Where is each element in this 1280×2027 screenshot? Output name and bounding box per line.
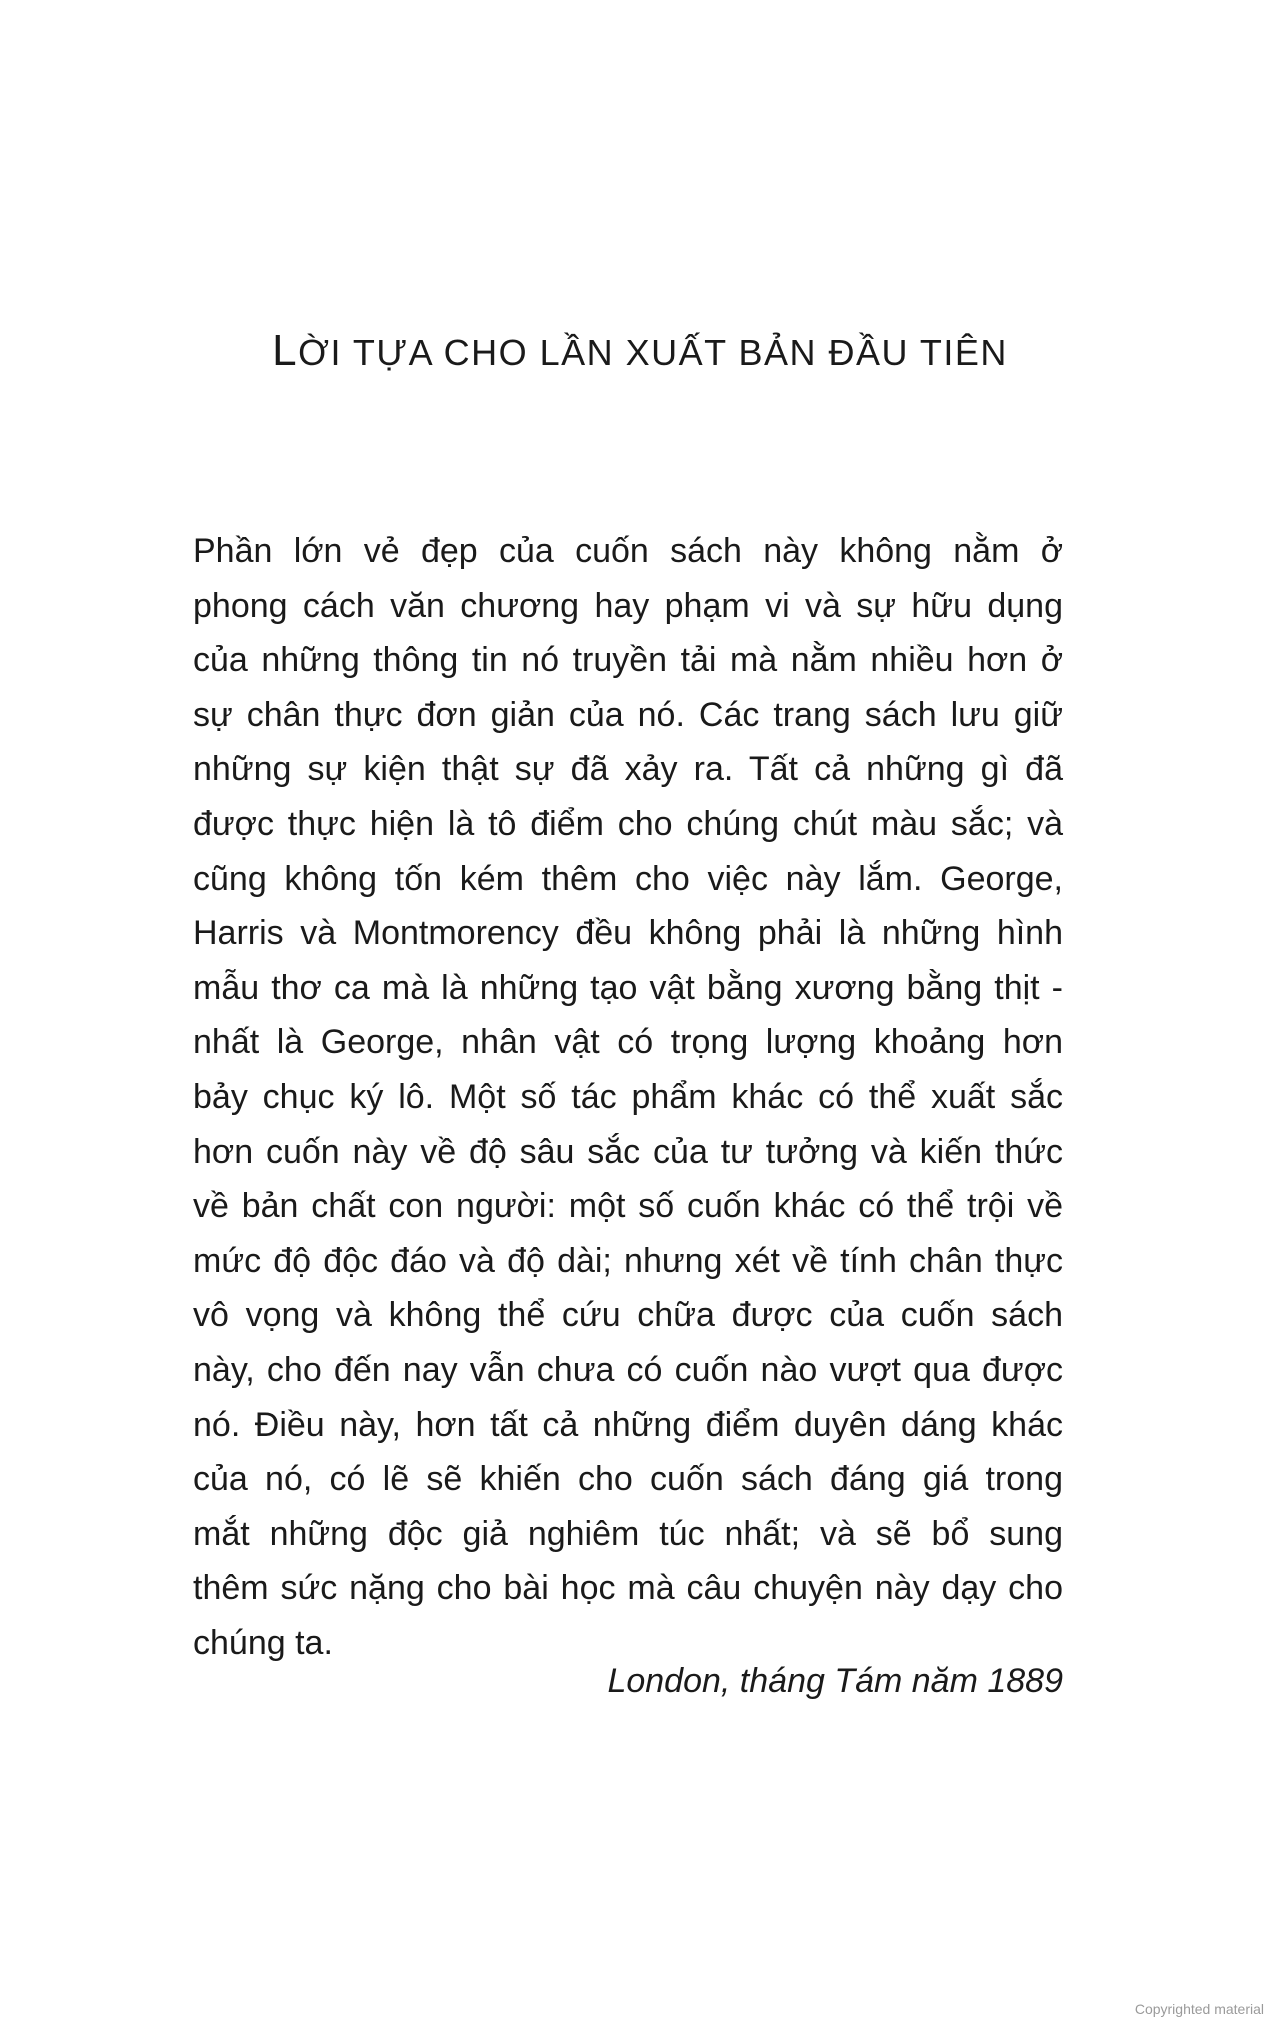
text-line: phong cách văn chương hay phạm vi và sự hữu dụng bbox=[193, 586, 1063, 625]
title-initial: L bbox=[272, 326, 299, 375]
place-date-signature: London, tháng Tám năm 1889 bbox=[607, 1662, 1063, 1700]
text-line: sự chân thực đơn giản của nó. Các trang sách lưu giữ bbox=[193, 695, 1063, 734]
text-line: nhất là George, nhân vật có trọng lượng khoảng hơn bbox=[193, 1023, 1063, 1062]
text-line: nó. Điều này, hơn tất cả những điểm duyên dáng khác bbox=[193, 1405, 1063, 1444]
text-line: này, cho đến nay vẫn chưa có cuốn nào vượt qua được bbox=[193, 1350, 1063, 1389]
text-line: hơn cuốn này về độ sâu sắc của tư tưởng và kiến thức bbox=[193, 1132, 1063, 1171]
text-line: của những thông tin nó truyền tải mà nằm nhiều hơn ở bbox=[193, 641, 1063, 680]
text-line: mẫu thơ ca mà là những tạo vật bằng xương bằng thịt - bbox=[193, 968, 1063, 1007]
text-line: chúng ta. bbox=[193, 1623, 333, 1662]
title-rest: ỜI TỰA CHO LẦN XUẤT BẢN ĐẦU TIÊN bbox=[298, 332, 1008, 373]
text-line: thêm sức nặng cho bài học mà câu chuyện này dạy cho bbox=[193, 1569, 1063, 1608]
text-line: Phần lớn vẻ đẹp của cuốn sách này không nằm ở bbox=[193, 532, 1063, 570]
copyright-watermark: Copyrighted material bbox=[1134, 2001, 1264, 2017]
page-title bbox=[0, 326, 1280, 376]
text-line: vô vọng và không thể cứu chữa được của cuốn sách bbox=[193, 1296, 1063, 1335]
text-line: mắt những độc giả nghiêm túc nhất; và sẽ bổ sung bbox=[193, 1514, 1063, 1553]
text-line: được thực hiện là tô điểm cho chúng chút màu sắc; và bbox=[193, 804, 1063, 843]
text-line: bảy chục ký lô. Một số tác phẩm khác có thể xuất sắc bbox=[193, 1077, 1063, 1116]
text-line: về bản chất con người: một số cuốn khác có thể trội về bbox=[193, 1187, 1063, 1226]
text-line: mức độ độc đáo và độ dài; nhưng xét về tính chân thực bbox=[193, 1241, 1063, 1280]
text-line: những sự kiện thật sự đã xảy ra. Tất cả những gì đã bbox=[193, 750, 1063, 789]
text-line: Harris và Montmorency đều không phải là những hình bbox=[193, 914, 1063, 953]
text-line: của nó, có lẽ sẽ khiến cho cuốn sách đáng giá trong bbox=[193, 1460, 1063, 1499]
preface-body bbox=[193, 524, 1063, 1670]
text-line: cũng không tốn kém thêm cho việc này lắm. George, bbox=[193, 859, 1063, 898]
